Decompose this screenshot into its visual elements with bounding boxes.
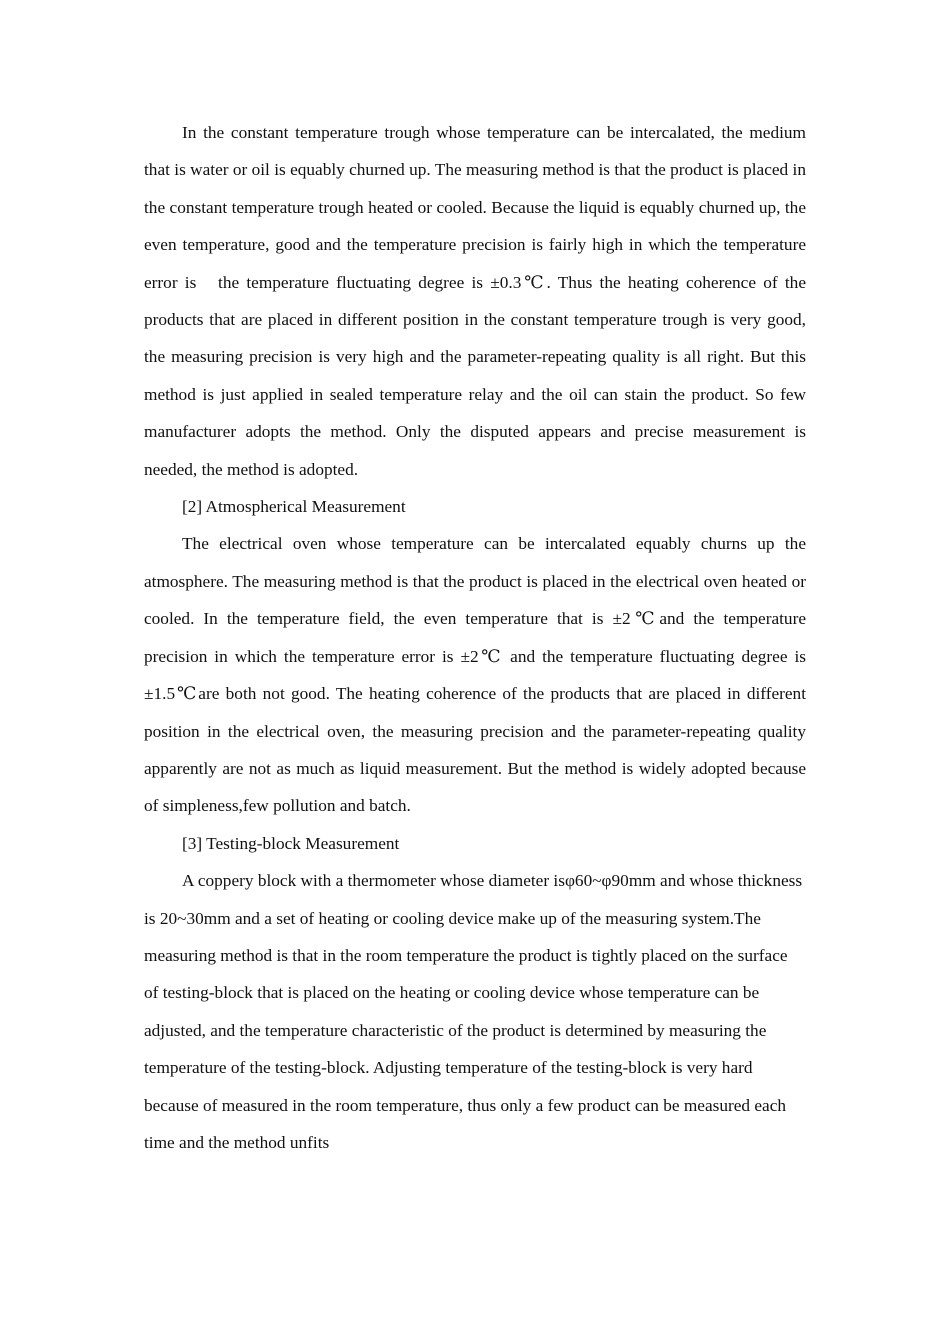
heading-testing-block-measurement: [3] Testing-block Measurement xyxy=(182,833,400,853)
paragraph-testing-block-measurement: A coppery block with a thermometer whose diameter isφ60~φ90mm and whose thickness is 20~30mm and a set of heating or cooling device make up of the measuring system.The measuring method is that in the room temperature the product is tightly placed on the surface of testing-block that is placed on the heating or cooling device whose temperature can be adjusted, and the temperature characteristic of the product is determined by measuring the temperature of the testing-block. Adjusting temperature of the testing-block is very hard because of measured in the room temperature, thus only a few product can be measured each time and the method unfits xyxy=(144,871,803,1152)
heading-atmospherical-measurement: [2] Atmospherical Measurement xyxy=(182,497,406,517)
body-text xyxy=(144,114,806,1161)
paragraph-atmospherical-measurement: The electrical oven whose temperature can be intercalated equably churns up the atmosphere. The measuring method is that the product is placed in the electrical oven heated or cooled. In the temperature field, the even temperature that is ±2℃and the temperature precision in which the temperature error is ±2℃ and the temperature fluctuating degree is ±1.5℃are both not good. The heating coherence of the products that are placed in different position in the electrical oven, the measuring precision and the parameter-repeating quality apparently are not as much as liquid measurement. But the method is widely adopted because of simpleness,few pollution and batch. xyxy=(144,534,806,816)
paragraph-liquid-measurement: In the constant temperature trough whose temperature can be intercalated, the medium that is water or oil is equably churned up. The measuring method is that the product is placed in the constant temperature trough heated or cooled. Because the liquid is equably churned up, the even temperature, good and the temperature precision is fairly high in which the temperature error is the temperature fluctuating degree is ±0.3℃. Thus the heating coherence of the products that are placed in different position in the constant temperature trough is very good, the measuring precision is very high and the parameter-repeating quality is all right. But this method is just applied in sealed temperature relay and the oil can stain the product. So few manufacturer adopts the method. Only the disputed appears and precise measurement is needed, the method is adopted. xyxy=(144,123,806,479)
